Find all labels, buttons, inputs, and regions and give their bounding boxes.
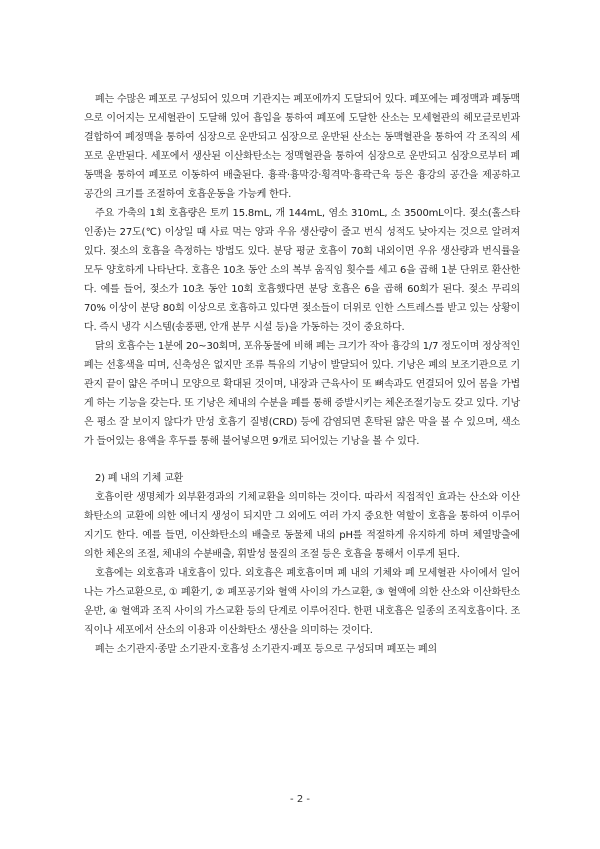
- paragraph-chicken-respiration: 닭의 호흡수는 1분에 20~30회며, 포유동물에 비해 폐는 크기가 작아 흉강의 1/7 정도이며 정상적인 폐는 선홍색을 띠며, 신축성은 없지만 조류 특유의 기낭이 발달되어 있다. 기낭은 폐의 보조기관으로 기관지 끝이 얇은 주머니 모양으로 확대된 것이며, 내장과 근육사이 또 뼈속과도 연결되어 있어 몸을 가볍게 하는 기능을 갖는다. 또 기낭은 체내의 수분을 폐를 통해 증발시키는 체온조절기능도 갖고 있다. 기낭은 평소 잘 보이지 않다가 만성 호흡기 질병(CRD) 등에 감염되면 혼탁된 얇은 막을 볼 수 있으며, 색소가 들어있는 용액을 후두를 통해 불어넣으면 9개로 되어있는 기낭을 볼 수 있다.: [84, 341, 520, 447]
- document-body: [84, 90, 520, 659]
- paragraph-lung-structure: 폐는 수많은 폐포로 구성되어 있으며 기관지는 폐포에까지 도달되어 있다. 폐포에는 폐정맥과 폐동맥으로 이어지는 모세혈관이 도달해 있어 흡입을 통하여 폐포에 도달한 산소는 모세혈관의 헤모글로빈과 결합하여 폐정맥을 통하여 심장으로 운반되고 심장으로 운반된 산소는 동맥혈관을 통하여 각 조직의 세포로 운반된다. 세포에서 생산된 이산화탄소는 정맥혈관을 통하여 심장으로 운반되고 심장으로부터 폐동맥을 통하여 폐포로 이동하여 배출된다. 흉곽·흉막강·횡격막·흉곽근육 등은 흉강의 공간을 제공하고 공간의 크기를 조절하여 호흡운동을 가능케 한다.: [84, 94, 520, 200]
- paragraph-respiration-definition: 호흡이란 생명체가 외부환경과의 기체교환을 의미하는 것이다. 따라서 직접적인 효과는 산소와 이산화탄소의 교환에 의한 에너지 생성이 되지만 그 외에도 여러 가지 중요한 역할이 호흡을 통하여 이루어지기도 한다. 예를 들면, 이산화탄소의 배출로 동물체 내의 pH를 적절하게 유지하게 하며 체열방출에 의한 체온의 조절, 체내의 수분배출, 휘발성 물질의 조절 등은 호흡을 통해서 이루게 된다.: [84, 492, 520, 560]
- paragraph-lung-composition: 폐는 소기관지·종말 소기관지·호흡성 소기관지·폐포 등으로 구성되며 폐포는 폐의: [95, 644, 437, 655]
- page-number: - 2 -: [290, 794, 310, 805]
- section-heading: 2) 폐 내의 기체 교환: [95, 473, 183, 484]
- paragraph-tidal-volume: 주요 가축의 1회 호흡량은 토끼 15.8mL, 개 144mL, 염소 310mL, 소 3500mL이다. 젖소(홀스타인종)는 27도(℃) 이상일 때 사료 먹는 양과 우유 생산량이 줄고 번식 성적도 낮아지는 것으로 알려져 있다. 젖소의 호흡을 측정하는 방법도 있다. 분당 평균 호흡이 70회 내외이면 우유 생산량과 번식률을 모두 양호하게 나타난다. 호흡은 10초 동안 소의 복부 움직임 횟수를 세고 6을 곱해 1분 단위로 환산한다. 예를 들어, 젖소가 10초 동안 10회 호흡했다면 분당 호흡은 6을 곱해 60회가 된다. 젖소 무리의 70% 이상이 분당 80회 이상으로 호흡하고 있다면 젖소들이 더위로 인한 스트레스를 받고 있는 상황이다. 즉시 냉각 시스템(송풍팬, 안개 분무 시설 등)을 가동하는 것이 중요하다.: [84, 208, 520, 333]
- paragraph-external-internal-respiration: 호흡에는 외호흡과 내호흡이 있다. 외호흡은 폐호흡이며 폐 내의 기체와 폐 모세혈관 사이에서 일어나는 가스교환으로, ① 폐환기, ② 폐포공기와 혈액 사이의 가스교환, ③ 혈액에 의한 산소와 이산화탄소 운반, ④ 혈액과 조직 사이의 가스교환 등의 단계로 이루어진다. 한편 내호흡은 일종의 조직호흡이다. 조직이나 세포에서 산소의 이용과 이산화탄소 생산을 의미하는 것이다.: [84, 568, 520, 636]
